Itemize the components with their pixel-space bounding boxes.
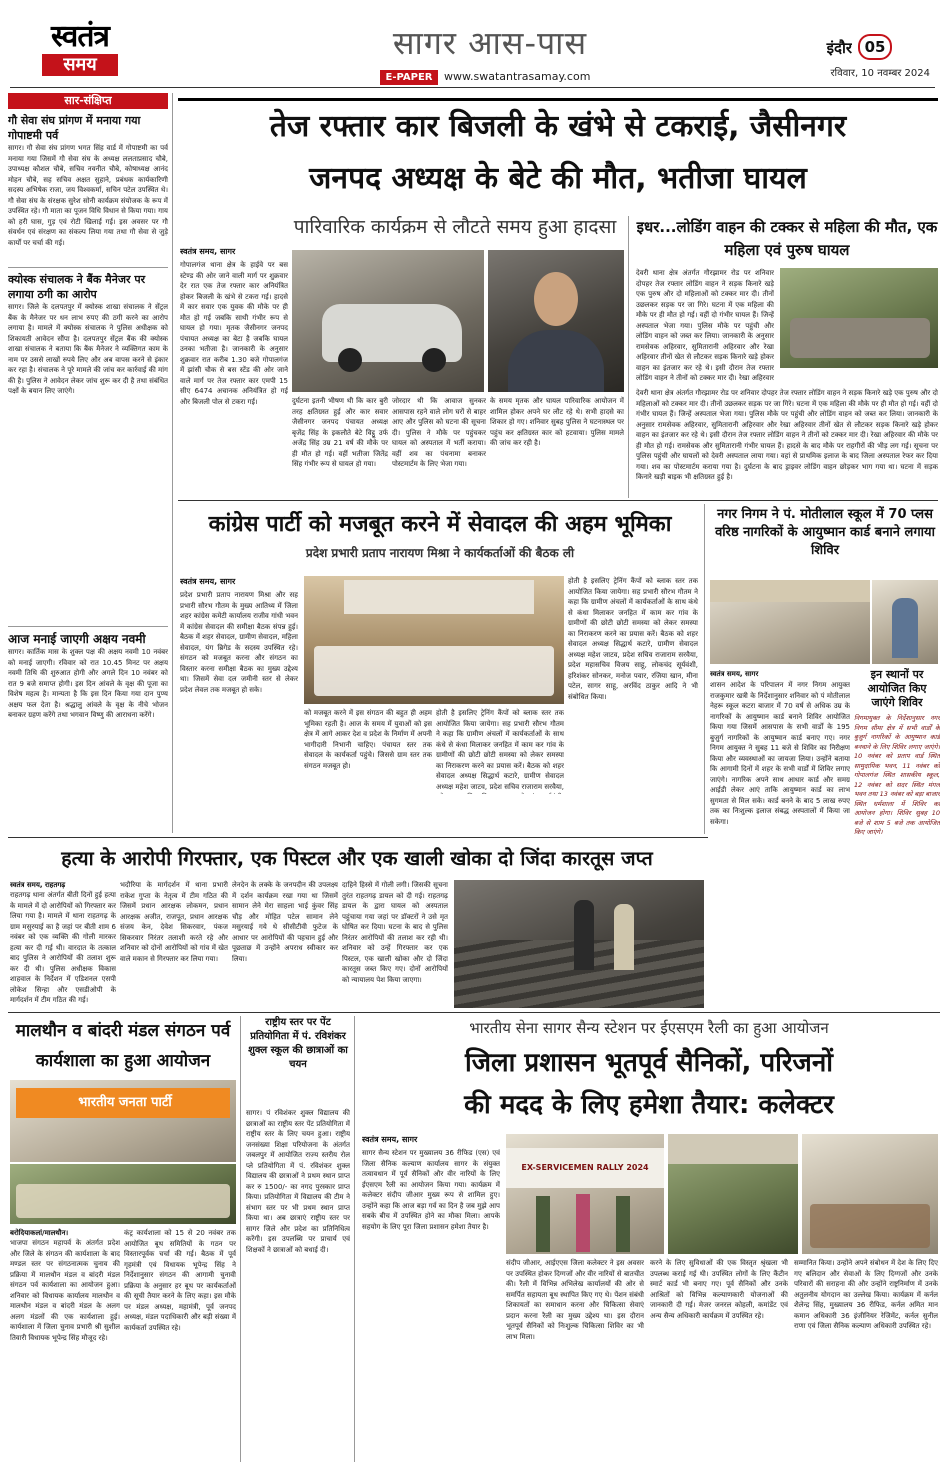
figure [576, 1194, 590, 1252]
congress-headline: कांग्रेस पार्टी को मजबूत करने में सेवादल की अहम भूमिका [208, 512, 672, 537]
sidebar [8, 93, 168, 833]
car-wheel [338, 348, 362, 372]
congress-meeting-photo [304, 576, 564, 704]
rally-photo-1 [506, 1134, 664, 1254]
arrest-byline: स्वतंत्र समय, राहतगढ़ [10, 881, 66, 889]
column-rule [628, 216, 629, 498]
figure [536, 1196, 550, 1252]
lead-byline: स्वतंत्र समय, सागर [180, 247, 236, 256]
camp-locations-title: इन स्थानों पर आयोजित किए जाएंगे शिविर [867, 668, 927, 709]
website-link[interactable]: www.swatantrasamay.com [444, 70, 591, 83]
portrait-head [534, 272, 578, 326]
army-col4: सम्मानित किया। उन्होंने अपने संबोधन में देश के लिए दिए गए बलिदान और सेवाओं के लिए दिग्गजों और उनके परिवारों की सराहना की और उन्होंने राष्ट्रनिर्माण में उनके अतुलनीय योगदान का उल्लेख किया। कार्यक्रम में कर्नल शैलेन्द्र सिंह, मुख्यालय 36 रीफिड, कर्नल अमित मान कमान अधिकारी 36 इंजीनियर रेजिमेंट, कर्नल सुनील राणा एवं जिला सैनिक कल्याण अधिकारी उपस्थित रहे। [794, 1259, 938, 1330]
accident-scene-photo [780, 268, 938, 368]
arrest-col2: भदौरिया के मार्गदर्शन में थाना प्रभारी राकेश गुप्ता के नेतृत्व में टीम गठित की जिसमें प्रधान आरक्षक लोकमन, प्रधान आरक्षक अजीत, राजपूत, प्रधान आरक्षक संजय केन, देवेश सिकरवार, पंकज सिकरवार निरंतर तलाशी करते रहे और शनिवार को दोनों आरोपियों को गांव में खेत वाले मकान से गिरफ्तार कर लिया गया। [120, 881, 228, 963]
malthon-photo-top [10, 1080, 236, 1162]
arrest-photo [454, 880, 704, 1008]
logo-top: स्वतंत्र [50, 20, 109, 54]
official-photo [872, 580, 938, 664]
section-rule [178, 500, 938, 501]
column-rule [704, 504, 705, 834]
army-byline: स्वतंत्र समय, सागर [362, 1135, 418, 1144]
lead-headline-line1: तेज रफ्तार कार बिजली के खंभे से टकराई, जैसीनगर [269, 109, 847, 144]
camp-photo [710, 580, 870, 664]
side-story-title: इधर...लोडिंग वाहन की टक्कर से महिला की मौत, एक महिला एवं पुरुष घायल [636, 218, 938, 259]
column-rule [240, 1016, 241, 1462]
lead-col2: दुर्घटना इतनी भीषण थी कि कार बुरी तरह क्षतिग्रस्त हुई और कार सवार जैसीनगर जनपद पंचायत अध्यक्ष बृजेंद्र सिंह के इकलौते बेटे विट्ठू उर्फ अजेंद्र सिंह उम्र 21 वर्ष की मौके पर ही मौत हो गई। वहीं भतीजा जितेंद्र सिंह गंभीर रूप से घायल हो गया। [292, 397, 388, 468]
sidebar-item-title: आज मनाई जाएगी अक्षय नवमी [8, 632, 146, 646]
logo-bottom: समय [42, 54, 118, 76]
malthon-col1: भाजपा संगठन महापर्व के अंतर्गत प्रदेश और जिले के संगठन की कार्यशाला के बाद मण्डल स्तर पर संगठनात्मक चुनाव की प्रक्रिया में मालथौन मंडल व बांदरी मंडल संगठन पर्व कार्यशाला का आयोजन हुआ। शनिवार को विधायक कार्यालय मालथौन व मालथौन मंडल व बांदरी मंडल के अलग अलग मंडलों की एक कार्यशाला हुई। कार्यशाला में जिला चुनाव प्रभारी श्री सुशील तिवारी विधायक भूपेन्द्र सिंह मौजूद रहे। [10, 1239, 120, 1342]
army-col2: संदीप जीआर, आईएएस जिला कलेक्टर ने इस अवसर पर उपस्थित होकर दिग्गजों और वीर नारियों से बातचीत की। रैली में विभिन्न अभिलेख कार्यालयों की ओर से समर्पित सहायता बूथ स्थापित किए गए थे। पेंशन संबंधी शिकायतों का समाधान करना और चिकित्सा सेवाएं प्रदान करना रैली का मुख्य उद्देश्य था। इस दौरान भूतपूर्व सैनिकों को निःशुल्क चिकित्सा शिविर का भी लाभ मिला। [506, 1259, 644, 1341]
sidebar-item-title: क्योस्क संचालक ने बैंक मैनेजर पर लगाया ठगी का आरोप [8, 273, 146, 301]
ayushman-body: शासन आदेश के परिपालन में नगर निगम आयुक्त राजकुमार खत्री के निर्देशानुसार शनिवार को पं मोतीलाल नेहरू स्कूल कटरा बाजार में 70 वर्ष से अधिक उम्र के नागरिकों के आयुष्मान कार्ड बनाने शिविर आयोजित किया गया जिसमें आसपास के सभी वार्डों के 195 बुजुर्ग नागरिकों के आयुष्मान कार्ड बनाए गए। नगर निगम आयुक्त ने सुबह 11 बजे से शिविर का निरीक्षण किया और व्यवस्थाओं का जायजा लिया। उन्होंने बताया कि आगामी दिनों में शहर के सभी वार्डों में शिविर लगाए जाएंगे। नागरिक अपने साथ आधार कार्ड और समग्र आईडी लेकर आएं ताकि आयुष्मान कार्ड का लाभ सुगमता से मिल सके। कार्ड बनने के बाद 5 लाख रुपए तक का निःशुल्क इलाज संबद्ध अस्पतालों में किया जा सकेगा। [710, 681, 850, 826]
figure [614, 904, 634, 970]
audience-row [314, 646, 554, 696]
army-kicker: भारतीय सेना सागर सैन्य स्टेशन पर ईएसएम रैली का हुआ आयोजन [469, 1019, 829, 1037]
lead-col1: गोपालगंज थाना क्षेत्र के हाईवे पर बस स्टेण्ड की ओर जाने वाली मार्ग पर शुक्रवार देर रात एक तेज रफ्तार कार अनियंत्रित होकर बिजली के खंभे से टकरा गई। हादसे में कार सवार एक युवक की मौके पर ही मौत हो गई जबकि साथी गंभीर रूप से घायल हो गया। मृतक जैसीनगर जनपद पंचायत अध्यक्ष का बेटा है जबकि घायल उनका भतीजा है। जानकारी के अनुसार शुक्रवार रात करीब 1.30 बजे गोपालगंज में झांसी चौक से बस स्टेंड की ओर जाने वाले मार्ग पर तेज रफ्तार कार एमपी 15 सीए 6474 अचानक अनियंत्रित हो गई और बिजली पोल से टकरा गई। [180, 261, 288, 406]
lead-headline-line2: जनपद अध्यक्ष के बेटे की मौत, भतीजा घायल [309, 161, 807, 196]
issue-date: रविवार, 10 नवम्बर 2024 [830, 68, 930, 79]
malthon-headline: मालथौन व बांदरी मंडल संगठन पर्व कार्यशाला का हुआ आयोजन [15, 1021, 231, 1071]
rally-banner-text: EX-SERVICEMEN RALLY 2024 [521, 1163, 649, 1172]
party-banner-text: भारतीय जनता पार्टी [78, 1095, 172, 1110]
congress-subhead: प्रदेश प्रभारी प्रताप नारायण मिश्रा ने कार्यकर्ताओं की बैठक ली [305, 546, 575, 560]
epaper-tag: E-PAPER [380, 70, 438, 85]
sidebar-item-body: सागर। कार्तिक मास के शुक्ल पक्ष की अक्षय नवमी 10 नवंबर को मनाई जाएगी। रविवार को रात 10.45 मिनट पर अक्षय नवमी तिथि की शुरुआत होगी और अगले दिन 10 नवंबर को रात 9 बजे समाप्त होगी। इस दिन आंवले के वृक्ष की पूजा का विशेष महत्व है। मान्यता है कि इस दिन किया गया दान पुण्य अक्षय फल देता है। श्रद्धालु आंवले के वृक्ष के नीचे भोजन बनाकर ग्रहण करेंगे तथा भगवान विष्णु की आराधना करेंगे। [8, 648, 168, 719]
side-story-body-top: देवरी थाना क्षेत्र अंतर्गत गौरझामर रोड पर शनिवार दोपहर तेज रफ्तार लोडिंग वाहन ने सड़क किनारे खड़े एक पुरुष और दो महिलाओं को टक्कर मार दी। तीनों उछलकर सड़क पर जा गिरे। घटना में एक महिला की मौके पर ही मौत हो गई। वहीं दो गंभीर घायल हैं। जिन्हें अस्पताल भेजा गया। पुलिस मौके पर पहुंची और लोडिंग वाहन को जब्त कर लिया। जानकारी के अनुसार रामसेवक अहिरवार, सुमितारानी अहिरवार और रेखा अहिरवार तीनों खेत से लौटकर सड़क किनारे खड़े होकर वाहन का इंतजार कर रहे थे। इसी दौरान तेज रफ्तार लोडिंग वाहन ने तीनों को टक्कर मार दी। रेखा अहिरवार [636, 269, 774, 382]
camp-locations-box [854, 668, 940, 998]
performers [810, 1204, 930, 1248]
column-rule [172, 93, 173, 833]
side-story-body-bottom: देवरी थाना क्षेत्र अंतर्गत गौरझामर रोड पर शनिवार दोपहर तेज रफ्तार लोडिंग वाहन ने सड़क किनारे खड़े एक पुरुष और दो महिलाओं को टक्कर मार दी। तीनों उछलकर सड़क पर जा गिरे। घटना में एक महिला की मौके पर ही मौत हो गई। वहीं दो गंभीर घायल हैं। जिन्हें अस्पताल भेजा गया। पुलिस मौके पर पहुंची और लोडिंग वाहन को जब्त कर लिया। जानकारी के अनुसार रामसेवक अहिरवार, सुमितारानी अहिरवार और रेखा अहिरवार तीनों खेत से लौटकर सड़क किनारे खड़े होकर वाहन का इंतजार कर रहे थे। इसी दौरान तेज रफ्तार लोडिंग वाहन ने तीनों को टक्कर मार दी। रेखा अहिरवार की मौके पर ही मौत हो गई। रामसेवक और सुमितारानी गंभीर घायल हैं। हादसे के बाद मौके पर राहगीरों की भीड़ लग गई। सूचना पर पुलिस पहुंची और घायलों को देवरी अस्पताल लाया गया। वहां से प्राथमिक इलाज के बाद जिला अस्पताल रेफर कर दिया गया। शव का पोस्टमार्टम कराया गया है। दुर्घटना के बाद ड्राइवर लोडिंग वाहन छोड़कर भाग गया था। घटना में सड़क किनारे खड़ी बाइक भी क्षतिग्रस्त हुई है। [636, 389, 938, 481]
city-label: इंदौर [826, 39, 852, 57]
sidebar-item [8, 631, 168, 833]
sidebar-item-body: सागर। जिले के दलपतपुर में क्योस्क शाखा संचालक ने सेंट्रल बैंक के मैनेजर पर धन लाभ रुपए की ठगी करने का आरोप लगाया है। मामले में क्योस्क संचालक ने पुलिस अधीक्षक को शिकायती आवेदन सौंपा है। दलपतपुर सेंट्रल बैंक की क्योस्क शाखा संचालक ने बताया कि बैंक मैनेजर ने व्यक्तिगत काम के नाम पर उससे लाखों रुपये लिए और अब वापस करने से इंकार कर रहा है। संचालक ने पूरे मामले की जांच कर कार्रवाई की मांग की है। पुलिस ने आवेदन लेकर जांच शुरू कर दी है तथा संबंधित पक्षों के बयान लिए जाएंगे। [8, 303, 168, 395]
army-col3: करने के लिए सुविधाओं की एक विस्तृत श्रृंखला भी उपलब्ध कराई गई थी। उपस्थित लोगों के लिए कैंटीन स्मार्ट कार्ड भी बनाए गए। पूर्व सैनिकों और उनके आश्रितों को विभिन्न कल्याणकारी योजनाओं की जानकारी दी गई। मेजर जनरल कोहली, कमांडेंट एवं अन्य सैन्य अधिकारी कार्यक्रम में उपस्थित रहे। [650, 1259, 788, 1320]
rally-photo-2 [668, 1134, 798, 1254]
tent [668, 1134, 798, 1164]
section-rule [8, 1012, 940, 1013]
ayushman-byline: स्वतंत्र समय, सागर [710, 670, 759, 678]
logo [24, 20, 136, 76]
lead-col3: जोरदार थी कि आवाज सुनकर आसपास रहने वाले लोग घरों से बाहर आए और पुलिस को घटना की सूचना दी। पुलिस ने मौके पर पहुंचकर घायल को अस्पताल में भर्ती कराया। वहीं शव का पंचनामा बनाकर पोस्टमार्टम के लिए भेजा गया। [392, 397, 486, 468]
column-rule [354, 1016, 355, 1462]
lead-car-photo [292, 250, 484, 392]
portrait-body [508, 330, 604, 392]
masthead-rule [10, 87, 935, 88]
banner-backdrop [344, 580, 534, 614]
sidebar-item-body: सागर। गौ सेवा संघ प्रांगण भगत सिंह वार्ड में गोपाष्टमी का पर्व मनाया गया जिसमें गौ सेवा संघ के अध्यक्ष ललताप्रसाद चौबे, उपाध्यक्ष कौशल चौबे, सचिव नवनीत चौबे, कोषाध्यक्ष आनंद मोहन चौबे, सह सचिव अक्षत सुहाने, प्रबंधक कार्यकारिणी सदस्य अभिषेक राजा, जय विश्वकर्मा, सचिन पटेल उपस्थित थे। गौ सेवा संघ के संरक्षक सुरेश सोनी कार्यक्रम संयोजक के रूप में उपस्थित रहे। गौ माता का पूजन विधि विधान से किया गया। गाय को हरी घास, गुड़ एवं रोटी खिलाई गई। इस अवसर पर गौ संवर्धन एवं संरक्षण का संकल्प लिया गया तथा गौ सेवा से जुड़े कार्यों पर चर्चा की गई। [8, 144, 168, 247]
sidebar-item [8, 113, 168, 263]
malthon-photo-bottom [10, 1164, 236, 1224]
sidebar-item [8, 272, 168, 622]
army-headline-line1: जिला प्रशासन भूतपूर्व सैनिकों, परिजनों [464, 1048, 834, 1078]
quiz-headline: राष्ट्रीय स्तर पर पेंट प्रतियोगिता में पं. रविशंकर शुक्ल स्कूल की छात्राओं का चयन [248, 1017, 348, 1070]
army-headline [360, 1042, 938, 1128]
congress-col3: होती है इसलिए ट्रेनिंग कैंपों को ब्लाक स्तर तक आयोजित किया जायेगा। सह प्रभारी सौरभ गौतम ने कहा कि ग्रामीण अंचलों में कार्यकर्ताओं के साथ कंधे से कंधा मिलाकर जनहित में काम कर गांव के ग्रामीणों की छोटी छोटी समस्या को लेकर समस्या का निराकरण करने का प्रयास करें। बैठक को शहर सेवादल अध्यक्ष सिद्धार्थ कटारे, ग्रामीण सेवादल अध्यक्ष महेश जाटव, प्रदेश सचिव राजाराम सरवैया, [436, 709, 564, 791]
malthon-col2: कंट्र कार्यशाला को 15 से 20 नवंबर तक आयोजित बूथ समितियों के गठन पर विस्तारपूर्वक चर्चा की गई। बैठक में पूर्व गृहमंत्री एवं विधायक भूपेन्द्र सिंह ने निर्देशानुसार संगठन की आगामी चुनावी प्रक्रिया के अनुसार हर बूथ पर कार्यकर्ताओं की सूची तैयार करने के लिए कहा। इस मौके पर मंडल अध्यक्ष, महामंत्री, पूर्व जनपद अध्यक्ष, मंडल पदाधिकारी और बड़ी संख्या में कार्यकर्ता उपस्थित रहे। [124, 1229, 236, 1332]
audience-row [16, 1184, 230, 1218]
army-col1: सागर सैन्य स्टेशन पर मुख्यालय 36 रीफिड (एस) एवं जिला सैनिक कल्याण कार्यालय सागर के संयुक्त तत्वावधान में पूर्व सैनिकों और वीर नारियों के लिए ईएसएम रैली का आयोजन किया गया। कार्यक्रम में कलेक्टर संदीप जीआर मुख्य रूप से शामिल हुए। उन्होंने कहा कि आज बड़ा गर्व का दिन है जब मुझे आप सबके बीच में उपस्थित होने का मौका मिला। आपके सहयोग के लिए पूरा जिला प्रशासन हमेशा तैयार है। [362, 1149, 500, 1231]
rally-photo-3 [802, 1134, 938, 1254]
arrest-headline: हत्या के आरोपी गिरफ्तार, एक पिस्टल और एक खाली खोका दो जिंदा कारतूस जप्त [61, 847, 653, 870]
congress-col4: होती है इसलिए ट्रेनिंग कैंपों को ब्लाक स्तर तक आयोजित किया जायेगा। सह प्रभारी सौरभ गौतम ने कहा कि ग्रामीण अंचलों में कार्यकर्ताओं के साथ कंधे से कंधा मिलाकर जनहित में काम कर गांव के ग्रामीणों की छोटी छोटी समस्या को लेकर समस्या का निराकरण करने का प्रयास करें। बैठक को शहर सेवादल अध्यक्ष सिद्धार्थ कटारे, ग्रामीण सेवादल अध्यक्ष महेश जाटव, प्रदेश सचिव राजाराम सरवैया, प्रदेश महासचिव विजय साहू, लोकचंद सूर्यवंशी, हरिशंकर सोनकर, मनोज पवार, रजिया खान, मीना पटेल, सागर साहू, अरविंद ठाकुर आदि ने भी संबोधित किया। [568, 577, 698, 701]
lead-headline [178, 98, 938, 210]
page-number: 05 [858, 34, 892, 60]
figure [616, 1196, 630, 1252]
malthon-byline: बरोदियाकलां/मालथौन। [10, 1229, 69, 1237]
car-wheel [422, 348, 446, 372]
masthead [0, 0, 945, 88]
road-patch [790, 318, 930, 358]
congress-col1: प्रदेश प्रभारी प्रताप नारायण मिश्रा और सह प्रभारी सौरभ गौतम के मुख्य आतिथ्य में जिला शहर कांग्रेस कमेटी कार्यालय राजीव गांधी भवन में कांग्रेस सेवादल की समीक्षा बैठक संपन्न हुई। बैठक में शहर सेवादल, ग्रामीण सेवादल, महिला सेवादल, यंग ब्रिगेड के सदस्य उपस्थित रहे। संगठन को मजबूत करना और संगठन का विस्तार करना समीक्षा बैठक का मुख्य उद्देश्य था। जिसमें सेवा दल जमीनी स्तर से लेकर प्रदेश लेवल तक मजबूत हो सके। [180, 591, 298, 694]
quiz-body: सागर। पं रविशंकर शुक्ल विद्यालय की छात्राओं का राष्ट्रीय स्तर पेंट प्रतियोगिता में राष्ट्रीय स्तर के लिए चयन हुआ। राष्ट्रीय जनसंख्या शिक्षा परियोजना के अंतर्गत जबलपुर में आयोजित राज्य स्तरीय रोल प्ले प्रतियोगिता में पं. रविशंकर शुक्ल विद्यालय की छात्राओं ने प्रथम स्थान प्राप्त कर रु 1500/- का नगद पुरस्कार प्राप्त किया। प्रतियोगिता में विद्यालय की टीम ने संभाग स्तर पर भी प्रथम स्थान प्राप्त किया था। अब छात्राएं राष्ट्रीय स्तर पर सागर जिले और प्रदेश का प्रतिनिधित्व करेंगी। इस उपलब्धि पर प्राचार्य एवं शिक्षकों ने छात्राओं को बधाई दी। [246, 1109, 350, 1254]
sidebar-heading: सार-संक्षिप्त [8, 93, 168, 109]
divider [8, 626, 168, 627]
congress-byline: स्वतंत्र समय, सागर [180, 577, 236, 586]
figure [574, 900, 594, 970]
sidebar-item-title: गौ सेवा संघ प्रांगण में मनाया गया गोपाष्टमी पर्व [8, 114, 141, 142]
congress-col2: को मजबूत करने में इस संगठन की बहुत ही अहम भूमिका रहती है। आज के समय में युवाओं को इस क्षेत्र में आगे आकर देश व प्रदेश के निर्माण में अपनी भागीदारी निभानी चाहिए। पंचायत स्तर तक सेवादल के कार्यकर्ता पहुंचे। जिससे ग्राम स्तर तक संगठन मजबूत हो। [304, 709, 432, 770]
lead-portrait-photo [488, 250, 624, 392]
lead-col4: के समय मृतक और घायल पारिवारिक आयोजन में शामिल होकर अपने घर लौट रहे थे। सभी हादसे का शिकार हो गए। शनिवार सुबह पुलिस ने घटनास्थल पर पहुंच कर क्षतिग्रस्त कार को हटवाया। पुलिस मामले की जांच कर रही है। [490, 397, 624, 447]
lead-subhead: पारिवारिक कार्यक्रम से लौटते समय हुआ हादसा [293, 216, 617, 238]
arrest-col3: लेनदेन के लक्के के जनपदीन की उपलक्ष्य में दर्शन कार्यक्रम रखा गया था जिसमें सामान लेने मेरा साहला भाई कुंवर सिंह चौड़ और मोहित पटेल सामान लेने मसुरयाई गये थे सीसीटीवी फुटेज के आधार पर आरोपियों की पहचान हुई और पूछताछ में उन्होंने अपराध स्वीकार कर लिया। [232, 881, 338, 963]
section-title: सागर आस-पास [392, 24, 588, 62]
arrest-col4: दाहिने हिस्से में गोली लगी। जिसकी सूचना तुरंत राहतगढ़ डायल को दी गई। राहतगढ़ डायल के द्वारा घायल को अस्पताल पहुंचाया गया जहां पर डॉक्टरों ने उसे मृत घोषित कर दिया। घटना के बाद से पुलिस निरंतर आरोपियों की तलाश कर रही थी। शनिवार को उन्हें गिरफ्तार कर एक पिस्टल, एक खाली खोका और दो जिंदा कारतूस जब्त किए गए। दोनों आरोपियों को न्यायालय पेश किया जाएगा। [342, 881, 448, 984]
arrest-col1: राहतगढ़ थाना अंतर्गत बीती दिनों हुई हत्या के मामले में दो आरोपियों को गिरफ्तार कर लिया गया है। मामले में थाना राहतगढ़ के ग्राम मसुरयाई का है जहां पर बीती शाम 6 नवंबर को एक व्यक्ति की गोली मारकर हत्या कर दी गई थी। वारदात के तत्काल बाद पुलिस ने आरोपियों की तलाश शुरू कर दी थी। पुलिस अधीक्षक विकास शाहवाल के निर्देशन में एडिशनल एसपी लोकेश सिन्हा और एसडीओपी के मार्गदर्शन में टीम गठित की गई। [10, 891, 116, 1004]
divider [8, 267, 168, 268]
camp-tent [710, 580, 870, 602]
official-figure [892, 598, 918, 658]
army-headline-line2: की मदद के लिए हमेशा तैयार: कलेक्टर [464, 1090, 834, 1120]
ayushman-headline: नगर निगम ने पं. मोतीलाल स्कूल में 70 प्लस वरिष्ठ नागरिकों के आयुष्मान कार्ड बनाने लगाया शिविर [715, 507, 935, 558]
camp-locations-body: निगमायुक्त के निर्देशानुसार नगर निगम सीमा क्षेत्र में सभी वार्डों के बुजुर्ग नागरिकों के आयुष्मान कार्ड बनवाने के लिए शिविर लगाए जाएंगे। 10 नवंबर को प्रताप वार्ड स्थित सामुदायिक भवन, 11 नवंबर को गोपालगंज स्थित शासकीय स्कूल, 12 नवंबर को सदर स्थित मंगल भवन तथा 13 नवंबर को बड़ा बाजार स्थित धर्मशाला में शिविर का आयोजन होगा। शिविर सुबह 10 बजे से शाम 5 बजे तक आयोजित किए जाएंगे। [854, 714, 940, 836]
section-rule [8, 837, 708, 838]
